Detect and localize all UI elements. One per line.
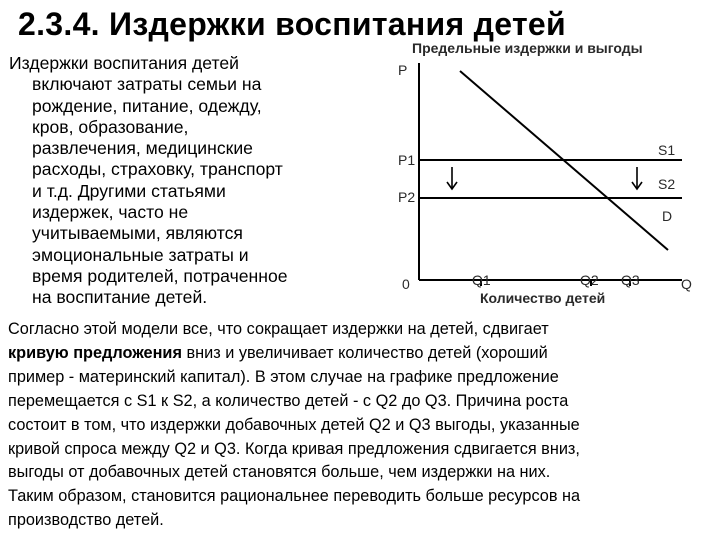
x-axis-label: Q [681,276,692,292]
y-axis-label: P [398,62,408,78]
shift-down-arrow-icon [632,167,642,189]
supply-demand-diagram [392,36,708,308]
body-line: состоит в том, что издержки добавочных детей Q2 и Q3 выгоды, указанные [8,415,580,434]
body-line: выгоды от добавочных детей становятся больше, чем издержки на них. [8,463,551,482]
price-label-p2: P2 [398,189,416,205]
lead-line: время родителей, потраченное [32,265,288,286]
supply-curve-term: кривую предложения [8,343,182,362]
body-line: Таким образом, становится рациональнее переводить больше ресурсов на [8,487,581,506]
lead-line: расходы, страховку, транспорт [32,159,283,180]
body-line: производство детей. [8,511,164,530]
lead-line: кров, образование, [32,116,189,137]
diagram-title: Предельные издержки и выгоды [412,40,643,56]
body-paragraph [8,318,714,533]
body-line: пример - материнский капитал). В этом случае на графике предложение [8,367,559,386]
lead-line: включают затраты семьи на [32,74,262,95]
quantity-label-q3: Q3 [621,272,640,288]
body-line: кривой спроса между Q2 и Q3. Когда кривая предложения сдвигается вниз, [8,439,580,458]
curve-label-s2: S2 [658,176,676,192]
body-line: Согласно этой модели все, что сокращает издержки на детей, сдвигает [8,320,549,338]
x-axis-title: Количество детей [480,290,606,306]
body-line [8,342,714,366]
lead-line: издержек, часто не [32,202,189,223]
origin-label: 0 [402,276,410,292]
shift-down-arrow-icon [447,167,457,189]
curve-label-demand: D [662,208,673,224]
lead-line: на воспитание детей. [32,287,208,308]
body-line-rest: вниз и увеличивает количество детей (хороший [181,343,548,362]
body-line: перемещается с S1 к S2, а количество детей - с Q2 до Q3. Причина роста [8,391,569,410]
lead-line: Издержки воспитания детей [9,53,239,73]
lead-line: и т.д. Другими статьями [32,180,226,201]
lead-line: учитываемыми, являются [32,223,243,244]
lead-line: развлечения, медицинские [32,138,253,159]
price-label-p1: P1 [398,152,416,168]
quantity-label-q2: Q2 [580,272,599,288]
slide-title: 2.3.4. Издержки воспитания детей [18,6,566,42]
lead-line: рождение, питание, одежду, [32,95,262,116]
lead-paragraph [9,53,379,309]
curve-label-s1: S1 [658,142,676,158]
lead-line: эмоциональные затраты и [32,244,249,265]
quantity-label-q1: Q1 [472,272,491,288]
